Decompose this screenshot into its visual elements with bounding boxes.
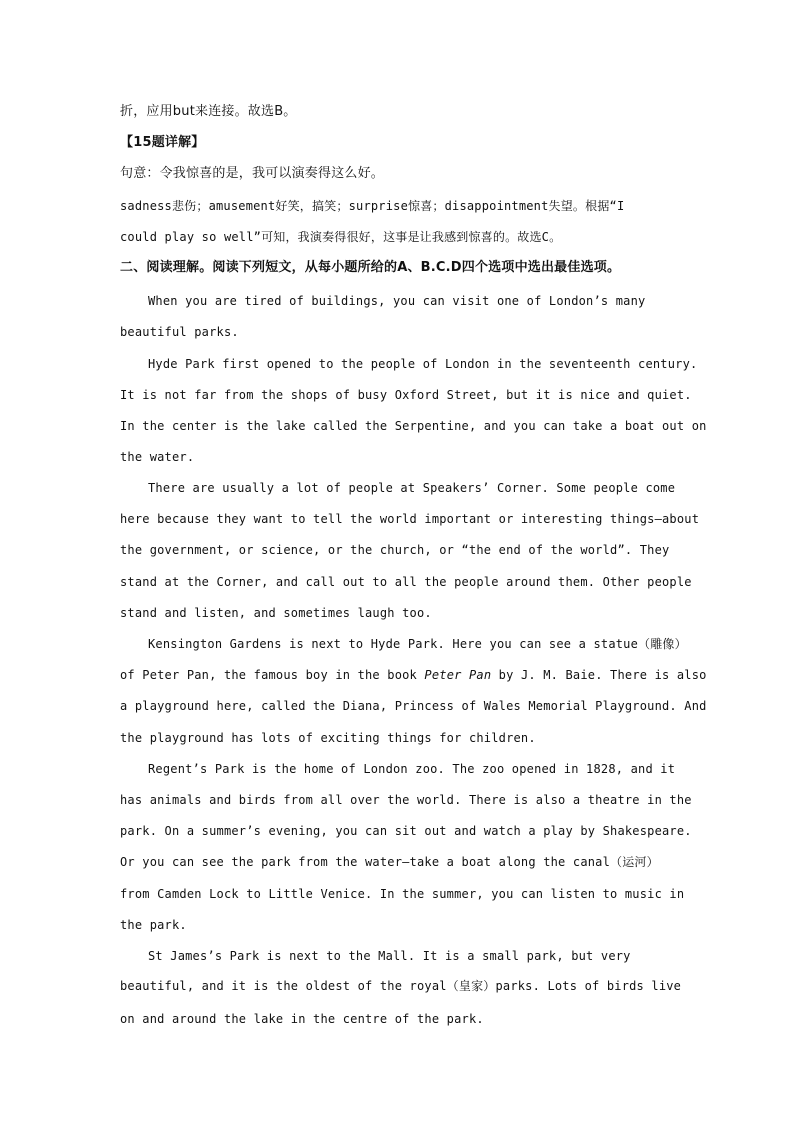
passage-p4-line-1: Kensington Gardens is next to Hyde Park. Here you can see a statue（雕像） <box>148 637 687 651</box>
passage-p3-line-5: stand and listen, and sometimes laugh too. <box>120 606 432 620</box>
passage-p5-line-4: Or you can see the park from the water—take a boat along the canal（运河） <box>120 855 659 869</box>
passage-p3-line-2: here because they want to tell the world important or interesting things—about <box>120 512 700 526</box>
q15-analysis-line-1: sadness悲伤；amusement好笑，搞笑；surprise惊喜；disappointment失望。根据“I <box>120 199 625 213</box>
passage-p3-line-3: the government, or science, or the church, or “the end of the world”. They <box>120 543 670 557</box>
passage-p5-line-5: from Camden Lock to Little Venice. In the summer, you can listen to music in <box>120 887 685 901</box>
passage-p4-line-2-post: by J. M. Baie. There is also <box>491 668 707 682</box>
passage-p5-line-6: the park. <box>120 918 187 932</box>
passage-p6-line-2: beautiful, and it is the oldest of the royal（皇家）parks. Lots of birds live <box>120 979 682 993</box>
book-title: Peter Pan <box>424 668 492 682</box>
passage-p4-line-2 <box>120 667 707 683</box>
passage-p3-line-1: There are usually a lot of people at Speakers’ Corner. Some people come <box>148 481 676 495</box>
passage-p6-line-3: on and around the lake in the centre of the park. <box>120 1012 484 1026</box>
passage-p5-line-1: Regent’s Park is the home of London zoo. The zoo opened in 1828, and it <box>148 762 676 776</box>
passage-p2-line-2: It is not far from the shops of busy Oxford Street, but it is nice and quiet. <box>120 388 692 402</box>
passage-p5-line-3: park. On a summer’s evening, you can sit out and watch a play by Shakespeare. <box>120 824 692 838</box>
passage-p4-line-2-pre: of Peter Pan, the famous boy in the book <box>120 668 425 682</box>
q15-analysis-line-2: could play so well”可知，我演奏得很好，这事是让我感到惊喜的。故选C。 <box>120 230 562 244</box>
passage-p1-line-2: beautiful parks. <box>120 325 239 339</box>
passage-p4-line-3: a playground here, called the Diana, Princess of Wales Memorial Playground. And <box>120 699 707 713</box>
passage-p3-line-4: stand at the Corner, and call out to all the people around them. Other people <box>120 575 692 589</box>
passage-p2-line-1: Hyde Park first opened to the people of London in the seventeenth century. <box>148 357 698 371</box>
passage-p2-line-3: In the center is the lake called the Serpentine, and you can take a boat out on <box>120 419 707 433</box>
passage-p5-line-2: has animals and birds from all over the world. There is also a theatre in the <box>120 793 692 807</box>
passage-p1-line-1: When you are tired of buildings, you can visit one of London’s many <box>148 294 646 308</box>
passage-p4-line-4: the playground has lots of exciting things for children. <box>120 731 536 745</box>
q14-explanation-tail: 折，应用but来连接。故选B。 <box>120 104 297 119</box>
passage-p2-line-4: the water. <box>120 450 195 464</box>
q15-sentence-meaning: 句意：令我惊喜的是，我可以演奏得这么好。 <box>120 166 385 181</box>
passage-p6-line-1: St James’s Park is next to the Mall. It is a small park, but very <box>148 949 631 963</box>
section-heading: 二、阅读理解。阅读下列短文，从每小题所给的A、B.C.D四个选项中选出最佳选项。 <box>120 260 621 275</box>
q15-detail-header: 【15题详解】 <box>120 135 205 150</box>
